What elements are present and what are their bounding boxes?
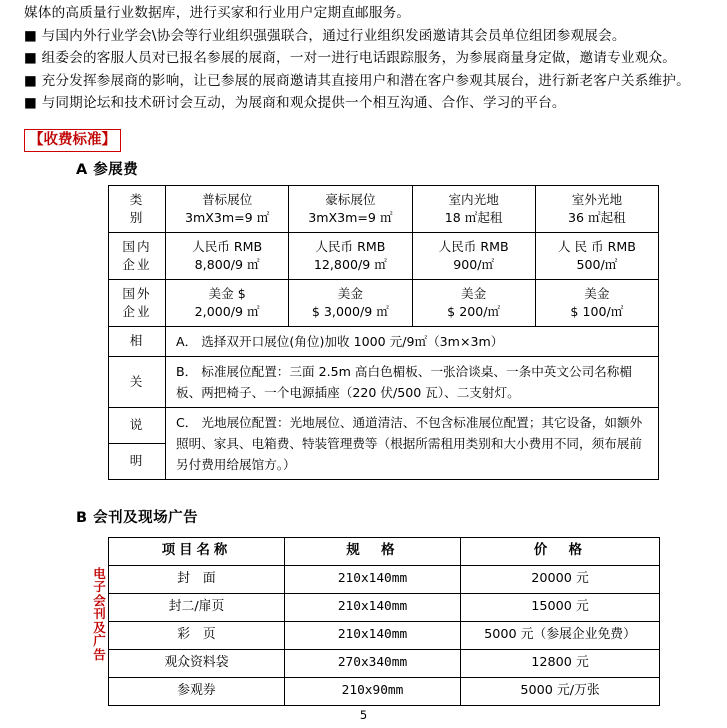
note-label: 明: [109, 443, 166, 479]
table-row: [109, 232, 659, 279]
table-row: [109, 565, 660, 593]
table-row: [109, 649, 660, 677]
column-header-name: 项目名称: [109, 537, 285, 565]
intro-paragraph: ■ 与国内外行业学会\协会等行业组织强强联合，通过行业组织发函邀请其会员单位组团参观展会。: [24, 27, 626, 44]
item-price: 5000 元/万张: [461, 677, 660, 705]
advertising-fee-table: [108, 537, 660, 706]
table-row: [109, 185, 659, 232]
table-cell: 美金 $ 2,000/9 ㎡: [166, 279, 289, 326]
column-header-spec: 规 格: [285, 537, 461, 565]
intro-paragraph: 媒体的高质量行业数据库，进行买家和行业用户定期直邮服务。: [24, 5, 411, 21]
item-price: 12800 元: [461, 649, 660, 677]
table-cell: 人民币 RMB 12,800/9 ㎡: [289, 232, 412, 279]
table-header-row: [109, 537, 660, 565]
table-cell: 人 民 币 RMB 500/㎡: [535, 232, 658, 279]
note-text: B． 标准展位配置：三面 2.5m 高白色楣板、一张洽谈桌、一条中英文公司名称楣板、两把椅子、一个电源插座（220 伏/500 瓦）、二支射灯。: [166, 356, 659, 407]
item-name: 参观券: [109, 677, 285, 705]
item-name: 观众资料袋: [109, 649, 285, 677]
item-spec: 210x90mm: [285, 677, 461, 705]
item-spec: 270x340mm: [285, 649, 461, 677]
table-cell: 美金 $ 200/㎡: [412, 279, 535, 326]
intro-paragraph: ■ 与同期论坛和技术研讨会互动，为展商和观众提供一个相互沟通、合作、学习的平台。: [24, 95, 566, 111]
table-header-cell: 室外光地 36 ㎡起租: [535, 185, 658, 232]
table-cell: 美金 $ 3,000/9 ㎡: [289, 279, 412, 326]
table-row: [109, 621, 660, 649]
item-name: 封 面: [109, 565, 285, 593]
item-spec: 210x140mm: [285, 565, 461, 593]
table-cell: 美金 $ 100/㎡: [535, 279, 658, 326]
advertising-table-wrapper: [93, 537, 659, 706]
side-label-ecatalog: 电子会刊及广告: [93, 565, 106, 663]
item-spec: 210x140mm: [285, 593, 461, 621]
column-header-price: 价 格: [461, 537, 660, 565]
table-row: [109, 407, 659, 443]
item-price: 15000 元: [461, 593, 660, 621]
fee-standard-heading: [24, 129, 703, 152]
item-name: 彩 页: [109, 621, 285, 649]
intro-paragraph: ■ 组委会的客服人员对已报名参展的展商，一对一进行电话跟踪服务，为参展商量身定做，邀请专业观众。: [24, 50, 677, 66]
table-header-cell: 普标展位 3mX3m=9 ㎡: [166, 185, 289, 232]
table-row: [109, 356, 659, 407]
item-spec: 210x140mm: [285, 621, 461, 649]
note-label: 说: [109, 407, 166, 443]
intro-section: [24, 0, 703, 115]
table-header-category: 类 别: [109, 185, 166, 232]
fee-standard-title: 【收费标准】: [24, 129, 121, 152]
table-cell: 人民币 RMB 8,800/9 ㎡: [166, 232, 289, 279]
table-row: [109, 593, 660, 621]
table-header-cell: 豪标展位 3mX3m=9 ㎡: [289, 185, 412, 232]
section-a-title: A 参展费: [76, 161, 139, 178]
note-text: C． 光地展位配置：光地展位、通道清洁、不包含标准展位配置；其它设备，如额外照明、家具、电箱费、特装管理费等（根据所需租用类别和大小费用不同，须布展前另付费用给展馆方。）: [166, 407, 659, 479]
exhibition-fee-table: [108, 185, 659, 480]
table-cell: 人民币 RMB 900/㎡: [412, 232, 535, 279]
table-row: [109, 279, 659, 326]
note-label: 相: [109, 326, 166, 356]
intro-paragraph: ■ 充分发挥参展商的影响，让已参展的展商邀请其直接用户和潜在客户参观其展台，进行新老客户关系维护。: [24, 72, 690, 89]
row-label: 国外 企业: [109, 279, 166, 326]
item-name: 封二/扉页: [109, 593, 285, 621]
note-text: A． 选择双开口展位(角位)加收 1000 元/9㎡（3m×3m）: [166, 326, 659, 356]
item-price: 5000 元（参展企业免费）: [461, 621, 660, 649]
section-b-title: B 会刊及现场广告: [76, 509, 199, 526]
item-price: 20000 元: [461, 565, 660, 593]
note-label: 关: [109, 356, 166, 407]
table-row: [109, 326, 659, 356]
table-header-cell: 室内光地 18 ㎡起租: [412, 185, 535, 232]
page-number: 5: [359, 708, 368, 722]
table-row: [109, 677, 660, 705]
row-label: 国内 企业: [109, 232, 166, 279]
